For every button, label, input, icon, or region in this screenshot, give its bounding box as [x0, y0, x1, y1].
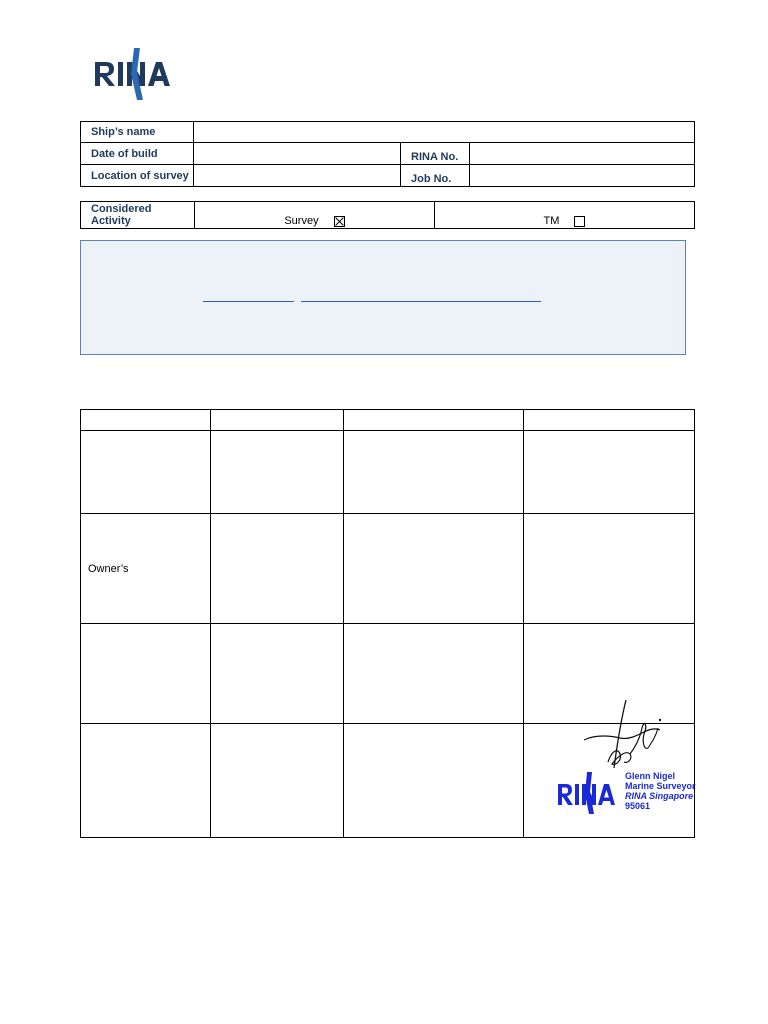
- rina-no-field[interactable]: [470, 143, 695, 165]
- grid-cell: [344, 724, 524, 838]
- grid-cell: [344, 431, 524, 514]
- grid-header-cell: [211, 410, 344, 431]
- grid-header-cell: [344, 410, 524, 431]
- grid-cell: [211, 724, 344, 838]
- grid-cell: [211, 624, 344, 724]
- table-row: [81, 431, 695, 514]
- considered-activity-label: Considered Activity: [81, 202, 195, 229]
- stamp-office: RINA Singapore: [625, 791, 694, 801]
- ships-name-label: Ship’s name: [81, 122, 194, 143]
- stamp-logo: [556, 768, 618, 818]
- tm-label: TM: [543, 215, 560, 227]
- grid-header-cell: [524, 410, 695, 431]
- grid-cell: [211, 514, 344, 624]
- underline-link-1[interactable]: [203, 301, 294, 302]
- stamp-title: Marine Surveyor: [625, 781, 696, 791]
- ships-name-field[interactable]: [194, 122, 695, 143]
- date-of-build-field[interactable]: [194, 143, 401, 165]
- info-box: [80, 240, 686, 355]
- survey-checkbox[interactable]: [334, 216, 345, 227]
- rina-logo-graphic: [90, 44, 180, 104]
- survey-label: Survey: [284, 215, 319, 227]
- surveyor-signature: [578, 698, 668, 772]
- rina-no-label: RINA No.: [401, 143, 470, 165]
- surveyor-stamp: [556, 768, 696, 820]
- grid-cell: [81, 431, 211, 514]
- grid-cell: [344, 624, 524, 724]
- stamp-name: Glenn Nigel: [625, 771, 676, 781]
- considered-activity-table: [80, 201, 695, 229]
- grid-cell: [344, 514, 524, 624]
- tm-checkbox[interactable]: [574, 216, 585, 227]
- grid-cell: [524, 431, 695, 514]
- grid-header-cell: [81, 410, 211, 431]
- job-no-field[interactable]: [470, 165, 695, 187]
- grid-cell: [211, 431, 344, 514]
- grid-cell: [524, 514, 695, 624]
- ship-details-table: [80, 121, 695, 187]
- rina-logo: [90, 44, 180, 104]
- stamp-text: [625, 771, 696, 811]
- stamp-number: 95061: [625, 801, 651, 811]
- grid-header-row: [81, 410, 695, 431]
- job-no-label: Job No.: [401, 165, 470, 187]
- location-of-survey-field[interactable]: [194, 165, 401, 187]
- underline-link-2[interactable]: [301, 301, 541, 302]
- grid-cell: [81, 724, 211, 838]
- signature-graphic: [578, 698, 668, 772]
- table-row: [81, 514, 695, 624]
- survey-option[interactable]: [195, 202, 435, 229]
- owners-cell: Owner’s: [81, 514, 211, 624]
- grid-cell: [81, 624, 211, 724]
- tm-option[interactable]: [435, 202, 695, 229]
- date-of-build-label: Date of build: [81, 143, 194, 165]
- location-of-survey-label: Location of survey: [81, 165, 194, 187]
